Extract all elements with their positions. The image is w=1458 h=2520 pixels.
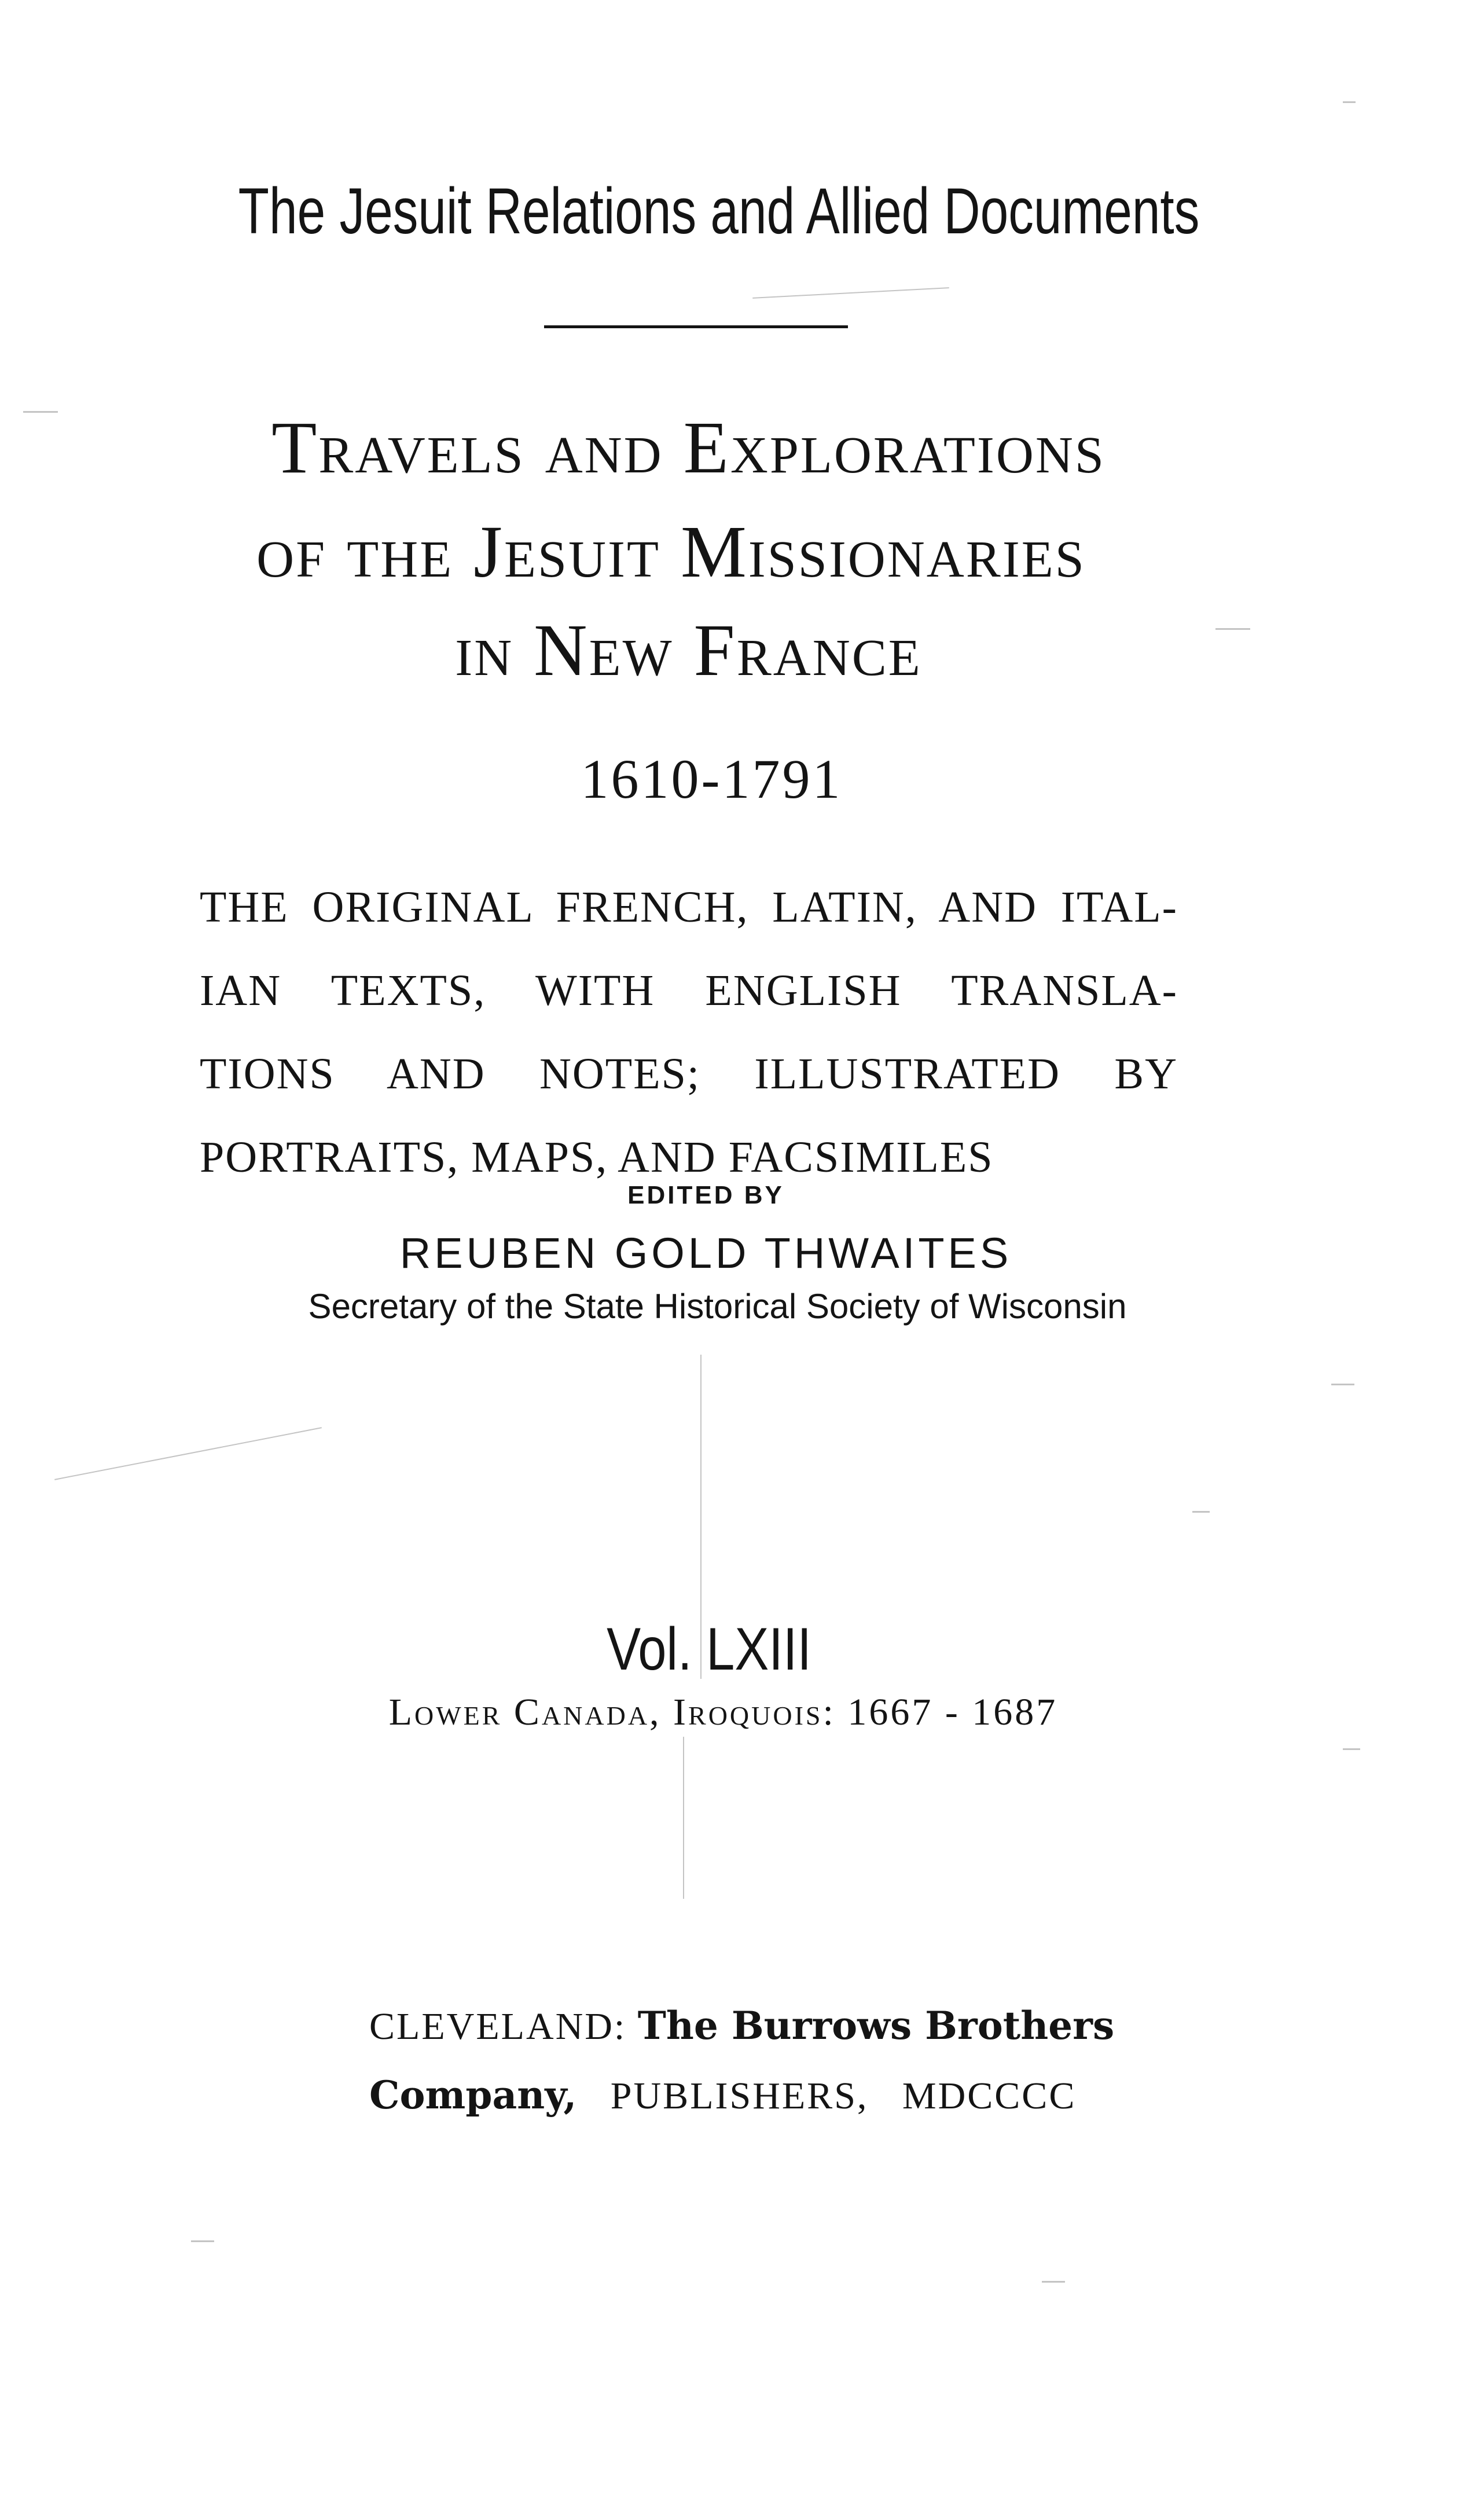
description-line-2: IAN TEXTS, WITH ENGLISH TRANSLA- <box>200 966 1178 1015</box>
scan-speck <box>23 411 58 413</box>
description-line-1: THE ORIGINAL FRENCH, LATIN, AND ITAL- <box>200 883 1178 931</box>
description-block <box>200 865 1178 1199</box>
date-range: 1610-1791 <box>581 748 843 810</box>
scan-speck <box>1331 1384 1354 1385</box>
main-title-line-3: in New France <box>455 609 922 691</box>
title-rule <box>544 325 848 328</box>
main-title-line-2: of the Jesuit Missionaries <box>256 511 1086 593</box>
scan-speck <box>1343 1748 1360 1750</box>
scan-speck <box>700 1355 702 1679</box>
imprint-line-1 <box>369 2003 1114 2049</box>
scan-speck <box>191 2240 214 2242</box>
scan-speck <box>1192 1511 1210 1513</box>
volume-subtitle: Lower Canada, Iroquois: 1667 - 1687 <box>388 1691 1058 1733</box>
scan-speck <box>752 287 949 299</box>
scan-speck <box>1042 2281 1065 2283</box>
publisher-name-part-1: The Burrows Brothers <box>637 2003 1115 2048</box>
imprint-city: CLEVELAND: <box>369 2005 627 2048</box>
description-line-4: PORTRAITS, MAPS, AND FACSIMILES <box>200 1133 994 1182</box>
scan-speck <box>1343 101 1356 103</box>
description-line-3: TIONS AND NOTES; ILLUSTRATED BY <box>200 1050 1178 1098</box>
publisher-name-part-2: Company, <box>369 2073 577 2118</box>
publisher-role: PUBLISHERS, <box>610 2075 869 2117</box>
scan-speck <box>1215 628 1250 630</box>
editor-role: Secretary of the State Historical Society of Wisconsin <box>308 1287 1127 1326</box>
edited-by-label: EDITED BY <box>627 1181 784 1209</box>
scan-speck <box>683 1737 684 1899</box>
imprint-year: MDCCCC <box>902 2075 1077 2117</box>
editor-name: REUBEN GOLD THWAITES <box>399 1229 1012 1277</box>
volume-label: Vol. LXIII <box>607 1616 811 1683</box>
imprint-line-2 <box>369 2073 1076 2118</box>
scan-speck <box>54 1427 322 1480</box>
series-title: The Jesuit Relations and Allied Documents <box>238 175 1200 247</box>
main-title-line-1: Travels and Explorations <box>271 406 1106 489</box>
